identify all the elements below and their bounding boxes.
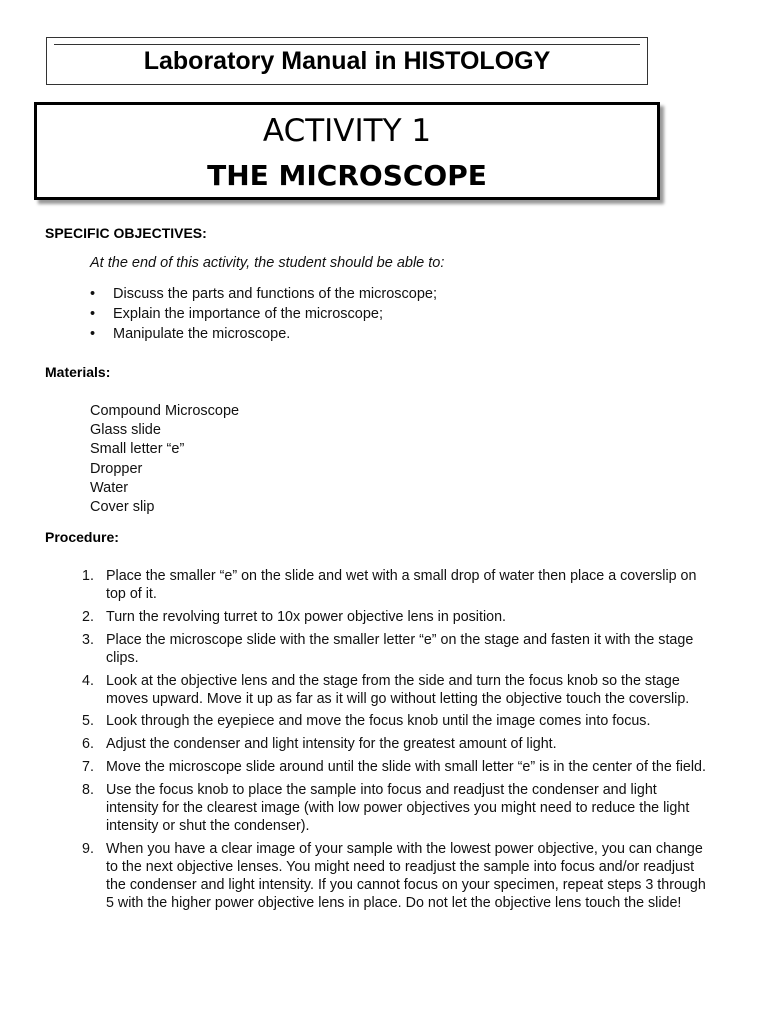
procedure-step: [82, 758, 707, 776]
step-text: Use the focus knob to place the sample into focus and readjust the condenser and light intensity for the clearest image (with low power objectives you might need to reduce the light intensity or shut the condenser).: [106, 781, 690, 834]
step-number: 7.: [82, 758, 94, 775]
activity-number: ACTIVITY 1: [262, 113, 432, 149]
objectives-heading: SPECIFIC OBJECTIVES:: [45, 225, 207, 241]
step-number: 6.: [82, 736, 94, 753]
objective-text: Discuss the parts and functions of the microscope;: [113, 286, 437, 302]
procedure-step: [82, 631, 707, 667]
header-rule: [54, 44, 640, 45]
step-number: 8.: [82, 781, 94, 798]
step-number: 4.: [82, 672, 94, 689]
procedure-step: [82, 672, 707, 708]
step-number: 2.: [82, 608, 94, 625]
objective-item: [90, 305, 437, 325]
materials-heading: Materials:: [45, 364, 111, 380]
procedure-step: [82, 840, 707, 913]
procedure-step: [82, 608, 707, 626]
objectives-intro: At the end of this activity, the student should be able to:: [90, 255, 445, 271]
step-text: Place the smaller “e” on the slide and wet with a small drop of water then place a coverslip on top of it.: [106, 568, 697, 603]
materials-list: [90, 402, 239, 517]
procedure-step: [82, 735, 707, 753]
step-text: Look at the objective lens and the stage from the side and turn the focus knob so the stage moves upward. Move it up as far as it will go without letting the objective touch the coverslip.: [106, 672, 690, 707]
procedure-step: [82, 567, 707, 603]
step-number: 9.: [82, 840, 94, 857]
objective-text: Explain the importance of the microscope;: [113, 306, 383, 322]
step-number: 5.: [82, 713, 94, 730]
material-item: Compound Microscope: [90, 403, 240, 419]
step-text: Adjust the condenser and light intensity for the greatest amount of light.: [106, 736, 557, 753]
step-number: 1.: [82, 568, 94, 584]
procedure-heading: Procedure:: [45, 529, 119, 545]
procedure-steps: [82, 567, 707, 917]
material-item: Cover slip: [90, 498, 155, 515]
bullet-marker: •: [90, 306, 96, 322]
step-text: Move the microscope slide around until the slide with small letter “e” is in the center of the field.: [106, 758, 706, 775]
manual-header-box: [46, 37, 648, 85]
material-item: Water: [90, 479, 129, 496]
step-text: Look through the eyepiece and move the focus knob until the image comes into focus.: [106, 713, 651, 730]
bullet-marker: •: [90, 286, 96, 302]
procedure-step: [82, 712, 707, 730]
material-item: Dropper: [90, 460, 143, 477]
manual-title: Laboratory Manual in HISTOLOGY: [143, 47, 551, 75]
procedure-step: [82, 781, 707, 836]
objective-item: [90, 285, 437, 305]
step-text: Place the microscope slide with the smaller letter “e” on the stage and fasten it with the stage clips.: [106, 631, 694, 666]
material-item: Glass slide: [90, 422, 161, 439]
objectives-list: [90, 285, 437, 345]
objective-text: Manipulate the microscope.: [113, 326, 291, 342]
step-number: 3.: [82, 631, 94, 648]
material-item: Small letter “e”: [90, 441, 185, 458]
objective-item: [90, 325, 437, 345]
step-text: When you have a clear image of your sample with the lowest power objective, you can change to the next objective lenses. You might need to readjust the sample into focus and/or readjust the condenser and light intensity. If you cannot focus on your specimen, repeat steps 3 through 5 with the higher power objective lens in place. Do not let the objective lens touch the slide!: [106, 840, 706, 912]
activity-name: THE MICROSCOPE: [207, 159, 487, 192]
bullet-marker: •: [90, 326, 96, 342]
activity-title-box: [34, 102, 660, 200]
step-text: Turn the revolving turret to 10x power objective lens in position.: [106, 608, 506, 625]
